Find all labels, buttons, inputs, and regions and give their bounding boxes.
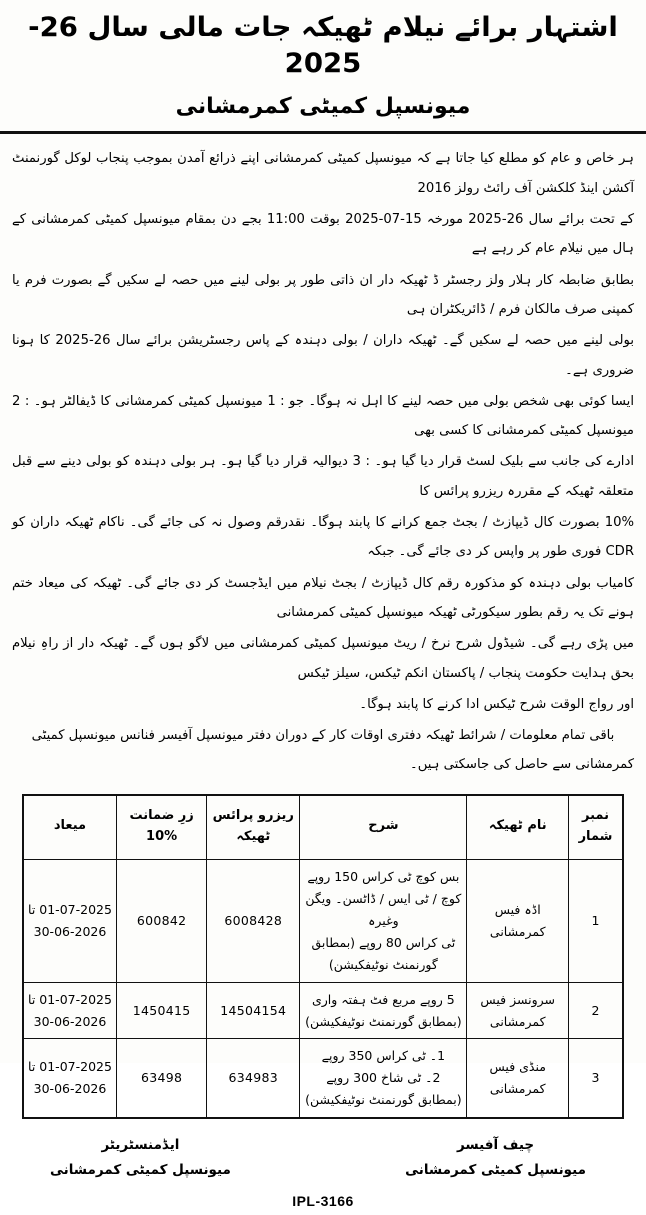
notice-paragraph: اور رواج الوقت شرح ٹیکس ادا کرنے کا پابند ہوگا۔ [359, 696, 634, 712]
rate-line: 5 روپے مربع فٹ ہفتہ واری [311, 991, 455, 1007]
table-row [23, 1039, 623, 1118]
earnest-line-1: زرِ ضمانت [129, 807, 194, 823]
column-header-contract-name: نام ٹھیکہ [467, 795, 569, 860]
duration-to: 30-06-2026 [33, 1013, 107, 1029]
chief-officer-title: چیف آفیسر [456, 1137, 535, 1154]
cell-sr: 2 [569, 982, 623, 1039]
rate-line: ٹی کراس 80 روپے (بمطابق گورنمنٹ نوٹیفکیشن) [311, 934, 456, 972]
table-head [23, 795, 623, 860]
organization-title: میونسپل کمیٹی کمرمشانی [175, 93, 471, 119]
signature-administrator [50, 1133, 231, 1183]
cell-duration [23, 1039, 116, 1118]
notice-paragraph: ہر خاص و عام کو مطلع کیا جاتا ہے کہ میونسپل کمیٹی کمرمشانی اپنے ذرائع آمدن بموجب پنجاب لوکل گورنمنٹ آکشن اینڈ کلکشن آف رائٹ رولز 2016 [12, 151, 634, 196]
table-body [23, 860, 623, 1118]
cell-reserve-price: 6008428 [207, 860, 300, 982]
cell-reserve-price: 14504154 [207, 982, 300, 1039]
notice-paragraph: 10% بصورت کال ڈیپازٹ / بجٹ جمع کرانے کا پابند ہوگا۔ نقدرقم وصول نہ کی جائے گی۔ ناکام ٹھیکہ داران کو CDR فوری طور پر واپس کر دی جائے گی۔ جبکہ [12, 515, 634, 560]
cell-duration [23, 982, 116, 1039]
rate-line: 2۔ ٹی شاخ 300 روپے (بمطابق گورنمنٹ نوٹیفکیشن) [305, 1070, 462, 1108]
duration-to: 30-06-2026 [33, 1081, 107, 1097]
notice-paragraph: باقی تمام معلومات / شرائط ٹھیکہ دفتری اوقات کار کے دوران دفتر میونسپل آفیسر فنانس میونسپل کمیٹی کمرمشانی سے حاصل کی جاسکتی ہیں۔ [31, 728, 634, 773]
cell-duration [23, 860, 116, 982]
column-header-sr: نمبر شمار [569, 795, 623, 860]
auction-table [22, 794, 624, 1119]
notice-paragraph: کے تحت برائے سال 26-2025 مورخہ 15-07-2025 بوقت 11:00 بجے دن بمقام میونسپل کمیٹی کمرمشانی کے ہال میں نیلام عام کر رہے ہے [12, 212, 635, 257]
column-header-duration: میعاد [23, 795, 116, 860]
table-row [23, 860, 623, 982]
rate-line: 1۔ ٹی کراس 350 روپے [321, 1048, 446, 1064]
cell-rate-description [300, 1039, 467, 1118]
column-header-rate: شرح [300, 795, 467, 860]
rate-line: (بمطابق گورنمنٹ نوٹیفکیشن) [305, 1013, 462, 1029]
cell-sr: 3 [569, 1039, 623, 1118]
auction-table-wrapper [0, 786, 646, 1119]
notice-paragraph: ادارے کی جانب سے بلیک لسٹ قرار دیا گیا ہو۔ : 3 دیوالیہ قرار دیا گیا ہو۔ ہر بولی دہندہ کو بولی دینے سے قبل متعلقہ ٹھیکہ کے مقررہ ریزرو پرائس کا [12, 454, 635, 499]
earnest-line-2: 10% [146, 828, 178, 844]
cell-earnest-money: 600842 [116, 860, 206, 982]
table-header-row [23, 795, 623, 860]
cell-reserve-price: 634983 [207, 1039, 300, 1118]
notice-paragraph: ایسا کوئی بھی شخص بولی میں حصہ لینے کا اہل نہ ہوگا۔ جو : 1 میونسپل کمیٹی کمرمشانی کا ڈیفالٹر ہو۔ : 2 میونسپل کمیٹی کمرمشانی کا کسی بھی [12, 393, 634, 439]
cell-sr: 1 [569, 860, 623, 982]
footer-block [0, 1119, 646, 1215]
administrator-org: میونسپل کمیٹی کمرمشانی [50, 1162, 231, 1179]
cell-earnest-money: 1450415 [116, 982, 206, 1039]
cell-contract-name: اڈہ فیس کمرمشانی [467, 860, 569, 982]
duration-from: 01-07-2025 تا [28, 902, 112, 918]
column-header-earnest-money [116, 795, 206, 860]
duration-from: 01-07-2025 تا [28, 991, 112, 1007]
duration-to: 30-06-2026 [33, 923, 107, 939]
cell-rate-description [300, 860, 467, 982]
page-title: اشتہار برائے نیلام ٹھیکہ جات مالی سال 26-2025 [28, 12, 618, 80]
duration-from: 01-07-2025 تا [28, 1059, 112, 1075]
cell-contract-name: منڈی فیس کمرمشانی [467, 1039, 569, 1118]
cell-earnest-money: 63498 [116, 1039, 206, 1118]
rate-line: بس کوچ ٹی کراس 150 روپے [307, 869, 460, 885]
notice-paragraph: کامیاب بولی دہندہ کو مذکورہ رقم کال ڈیپازٹ / بجٹ نیلام میں ایڈجسٹ کر دی جائے گی۔ ٹھیکہ کی میعاد ختم ہونے تک یہ رقم بطور سیکورٹی ٹھیکہ میونسپل کمیٹی کمرمشانی [12, 575, 634, 620]
administrator-title: ایڈمنسٹریٹر [101, 1137, 180, 1154]
notice-paragraph: بولی لینے میں حصہ لے سکیں گے۔ ٹھیکہ داران / بولی دہندہ کے پاس رجسٹریشن برائے سال 26-2025 کا ہونا ضروری ہے۔ [12, 333, 634, 378]
header-block [0, 0, 646, 134]
notice-paragraph: بطابق ضابطہ کار ہلار ولز رجسٹر ڈ ٹھیکہ دار ان ذاتی طور پر بولی لینے میں حصہ لے سکیں گے بصورت فرم یا کمپنی صرف مالکان فرم / ڈائریکٹران ہی [12, 272, 634, 317]
rate-line: کوچ / ٹی ایس / ڈاٹسن۔ ویگن وغیرہ [305, 891, 462, 929]
reserve-price-line-1: ریزرو پرائس [212, 807, 294, 823]
notice-paragraph: میں پڑی رہے گی۔ شیڈول شرح نرخ / ریٹ میونسپل کمیٹی کمرمشانی میں لاگو ہوں گے۔ ٹھیکہ دار از راہِ نیلام بحق ہدایت حکومت پنجاب / پاکستان انکم ٹیکس، سیلز ٹیکس [12, 636, 634, 681]
column-header-reserve-price [207, 795, 300, 860]
reserve-price-line-2: ٹھیکہ [236, 828, 271, 844]
cell-rate-description [300, 982, 467, 1039]
ipl-reference-number: IPL-3166 [292, 1193, 354, 1210]
signature-chief-officer [405, 1133, 586, 1183]
chief-officer-org: میونسپل کمیٹی کمرمشانی [405, 1162, 586, 1179]
notice-body [0, 134, 646, 785]
cell-contract-name: سرونسز فیس کمرمشانی [467, 982, 569, 1039]
table-row [23, 982, 623, 1039]
